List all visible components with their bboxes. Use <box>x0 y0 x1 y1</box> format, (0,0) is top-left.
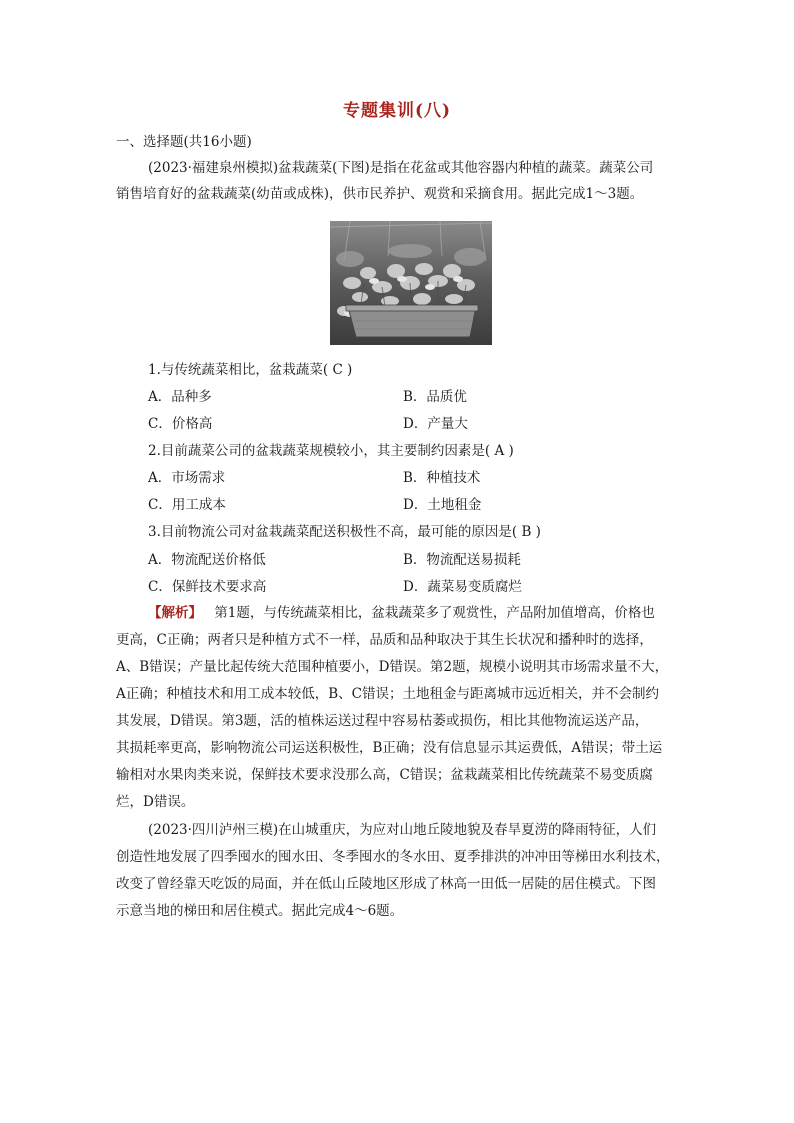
q3-option-d: D．蔬菜易变质腐烂 <box>403 579 522 595</box>
q3-option-b: B．物流配送易损耗 <box>403 552 521 568</box>
analysis-line-4: A正确；种植技术和用工成本较低，B、C错误；土地租金与距离城市远近相关，并不会制约 <box>116 686 659 702</box>
q2-option-a: A．市场需求 <box>148 470 226 486</box>
intro-2-line-2: 创造性地发展了四季囤水的囤水田、冬季囤水的冬水田、夏季排洪的冲冲田等梯田水利技术， <box>116 849 670 865</box>
analysis-line-3: A、B错误；产量比起传统大范围种植要小，D错误。第2题，规模小说明其市场需求量不大， <box>116 659 669 675</box>
analysis-text-1: 第1题，与传统蔬菜相比，盆栽蔬菜多了观赏性，产品附加值增高，价格也 <box>214 605 655 621</box>
q1-option-b: B．品质优 <box>403 389 467 405</box>
q3-option-c: C．保鲜技术要求高 <box>148 579 267 595</box>
q2-option-c: C．用工成本 <box>148 497 226 513</box>
q3-stem: 3.目前物流公司对盆栽蔬菜配送积极性不高，最可能的原因是( B ) <box>148 524 541 540</box>
analysis-line-7: 输相对水果肉类来说，保鲜技术要求没那么高，C错误；盆栽蔬菜相比传统蔬菜不易变质腐 <box>116 767 653 783</box>
analysis-tag: 【解析】 <box>148 605 202 621</box>
analysis-line-2: 更高，C正确；两者只是种植方式不一样，品质和品种取决于其生长状况和播种时的选择， <box>116 632 653 648</box>
intro-1-line-2: 销售培育好的盆栽蔬菜(幼苗或成株)，供市民养护、观赏和采摘食用。据此完成1～3题。 <box>116 186 644 202</box>
q1-stem: 1.与传统蔬菜相比，盆栽蔬菜( C ) <box>148 362 353 378</box>
potted-vegetables-photo <box>330 221 492 345</box>
analysis-line-8: 烂，D错误。 <box>116 794 195 810</box>
intro-1-line-1: (2023·福建泉州模拟)盆栽蔬菜(下图)是指在花盆或其他容器内种植的蔬菜。蔬菜公司 <box>148 160 654 176</box>
q2-option-b: B．种植技术 <box>403 470 481 486</box>
page-title: 专题集训(八) <box>342 101 452 121</box>
analysis-line-5: 其发展，D错误。第3题，活的植株运送过程中容易枯萎或损伤，相比其他物流运送产品， <box>116 713 649 729</box>
potted-vegetables-image <box>330 221 492 345</box>
q3-option-a: A．物流配送价格低 <box>148 552 266 568</box>
q2-option-d: D．土地租金 <box>403 497 482 513</box>
section-heading: 一、选择题(共16小题) <box>116 134 252 150</box>
q2-stem: 2.目前蔬菜公司的盆栽蔬菜规模较小，其主要制约因素是( A ) <box>148 443 514 459</box>
analysis-line-6: 其损耗率更高，影响物流公司运送积极性，B正确；没有信息显示其运费低，A错误；带土运 <box>116 740 663 756</box>
intro-2-line-1: (2023·四川泸州三模)在山城重庆，为应对山地丘陵地貌及春旱夏涝的降雨特征，人们 <box>148 822 657 838</box>
q1-option-d: D．产量大 <box>403 416 468 432</box>
intro-2-line-3: 改变了曾经靠天吃饭的局面，并在低山丘陵地区形成了林高一田低一居陡的居住模式。下图 <box>116 876 656 892</box>
q1-option-c: C．价格高 <box>148 416 213 432</box>
analysis-line-1 <box>148 603 682 623</box>
q1-option-a: A．品种多 <box>148 389 212 405</box>
intro-2-line-4: 示意当地的梯田和居住模式。据此完成4～6题。 <box>116 903 404 919</box>
